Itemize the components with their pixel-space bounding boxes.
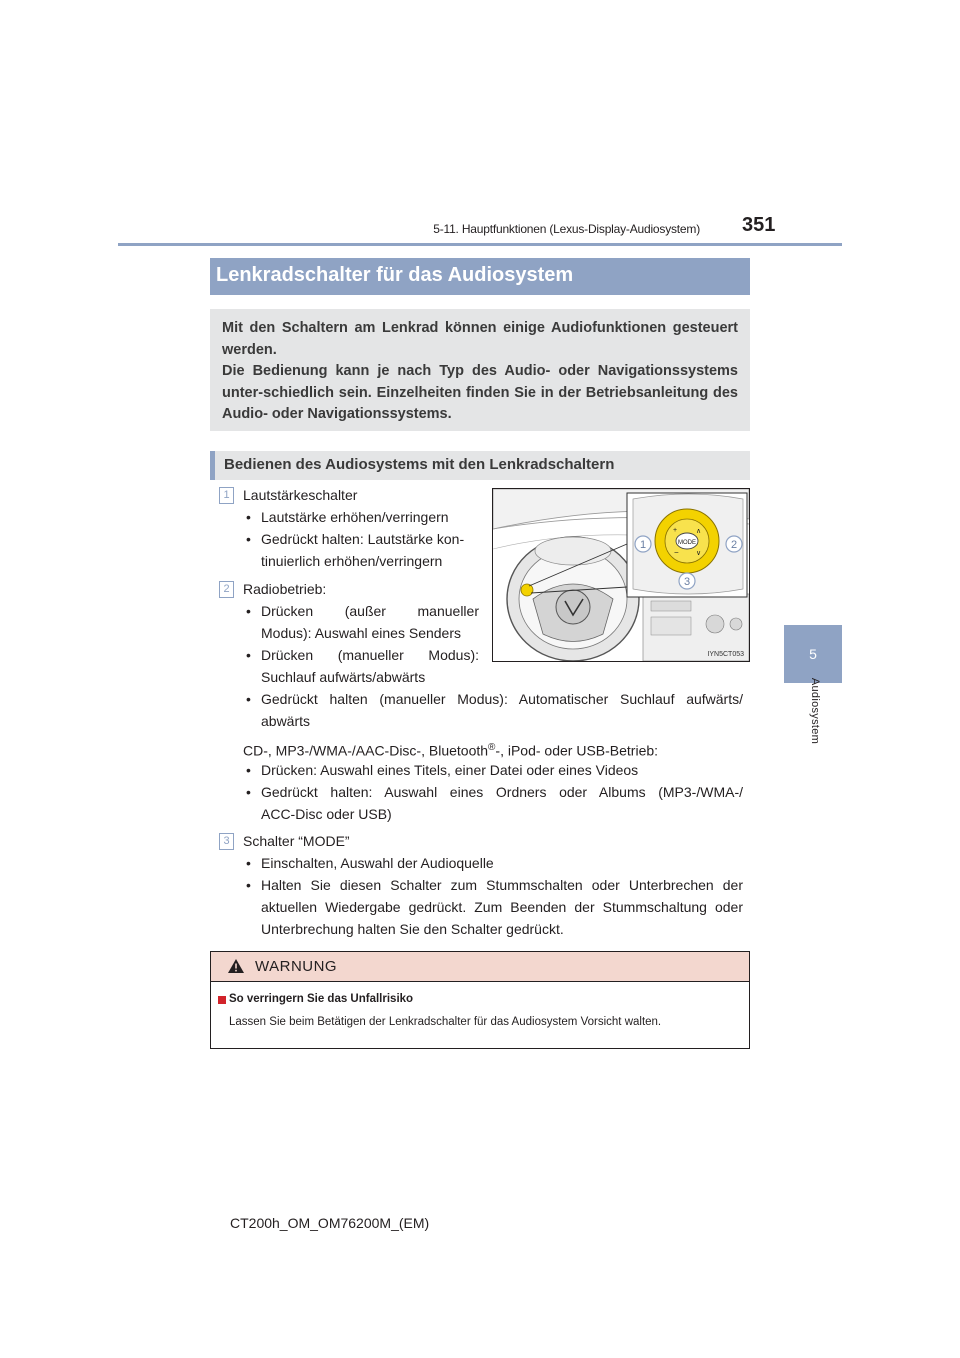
warning-text: Lassen Sie beim Betätigen der Lenkradschalter für das Audiosystem Vorsicht walten. [229, 1016, 662, 1028]
mode-button-label: MODE [678, 540, 696, 546]
item-1-bullet-2: Gedrückt halten: Lautstärke kon- [261, 531, 465, 547]
bullet-dot: • [246, 647, 251, 663]
item-1-title: Lautstärkeschalter [243, 487, 358, 503]
bullet-dot: • [246, 509, 251, 525]
intro-line-2: Die Bedienung kann je nach Typ des Audio- oder Navigationssystems unter-schiedlich sein. Einzelheiten finden Sie in der Betriebsanleitung des Audio- oder Navigationssystems. [222, 363, 738, 422]
svg-text:∨: ∨ [696, 550, 702, 557]
page-number: 351 [742, 214, 776, 236]
bullet-dot: • [246, 531, 251, 547]
cd-mode-title-b: -, iPod- oder USB-Betrieb: [495, 742, 659, 759]
item-1-bullet-2-cont: tinuierlich erhöhen/verringern [261, 553, 443, 569]
subheading-bar [210, 451, 750, 480]
item-2-bullet-1-cont: Modus): Auswahl eines Senders [261, 625, 461, 641]
cd-mode-title [243, 737, 658, 762]
callout-1: 1 [639, 539, 647, 551]
item-2-title: Radiobetrieb: [243, 581, 327, 597]
svg-text:−: − [674, 548, 679, 557]
section-header: 5-11. Hauptfunktionen (Lexus-Display-Audiosystem) [433, 222, 700, 236]
warning-box [210, 951, 750, 1049]
steering-wheel-figure [492, 488, 750, 662]
item-3-bullet-1: Einschalten, Auswahl der Audioquelle [261, 855, 494, 871]
bullet-dot: • [246, 691, 251, 707]
cd-mode-title-a: CD-, MP3-/WMA-/AAC-Disc-, Bluetooth [243, 742, 489, 759]
title-bar [210, 258, 750, 295]
document-code: CT200h_OM_OM76200M_(EM) [230, 1215, 430, 1231]
chapter-tab[interactable]: 5 [784, 625, 842, 683]
bullet-dot: • [246, 784, 251, 800]
bullet-dot: • [246, 855, 251, 871]
warning-heading: So verringern Sie das Unfallrisiko [229, 993, 414, 1005]
intro-box [210, 309, 750, 431]
item-3-bullet-2-end: Unterbrechung halten Sie den Schalter gedrückt. [261, 921, 564, 937]
item-2-bullet-2-cont: Suchlauf aufwärts/abwärts [261, 669, 426, 685]
warning-bullet-square [218, 996, 226, 1004]
item-marker-1: 1 [219, 487, 234, 504]
item-marker-2: 2 [219, 581, 234, 598]
svg-text:+: + [673, 527, 678, 534]
cd-bullet-2-cont: ACC-Disc oder USB) [261, 806, 392, 822]
item-1-bullet-1: Lautstärke erhöhen/verringern [261, 509, 449, 525]
item-2-bullet-2: Drücken (manueller Modus): [261, 647, 479, 663]
intro-line-1: Mit den Schaltern am Lenkrad können einige Audiofunktionen gesteuert werden. [222, 320, 738, 358]
item-marker-3: 3 [219, 833, 234, 850]
item-2-bullet-3: Gedrückt halten (manueller Modus): Automatischer Suchlauf aufwärts/ [261, 691, 743, 707]
cd-bullet-2: Gedrückt halten: Auswahl eines Ordners oder Albums (MP3-/WMA-/ [261, 784, 743, 800]
page-title: Lenkradschalter für das Audiosystem [216, 264, 574, 286]
callout-2: 2 [730, 539, 738, 551]
warning-title: WARNUNG [255, 958, 338, 975]
bullet-dot: • [246, 603, 251, 619]
item-2-bullet-1: Drücken (außer manueller [261, 603, 479, 619]
callout-3: 3 [683, 576, 691, 588]
warning-header [211, 952, 749, 982]
item-3-bullet-2-cont: aktuellen Wiedergabe gedrückt. Zum Beenden der Stummschaltung oder [261, 899, 743, 915]
steering-wheel-illustration [493, 489, 749, 661]
item-3-bullet-2: Halten Sie diesen Schalter zum Stummschalten oder Unterbrechen der [261, 877, 743, 893]
bullet-dot: • [246, 877, 251, 893]
registered-mark: ® [488, 742, 496, 753]
item-2-bullet-3-cont: abwärts [261, 713, 311, 729]
subheading: Bedienen des Audiosystems mit den Lenkradschaltern [224, 456, 615, 473]
figure-code: IYN5CT053 [707, 651, 744, 658]
item-3-title: Schalter “MODE” [243, 833, 350, 849]
chapter-label: Audiosystem [809, 677, 821, 745]
cd-bullet-1: Drücken: Auswahl eines Titels, einer Datei oder eines Videos [261, 762, 639, 778]
header-rule [118, 243, 842, 246]
warning-triangle-icon [227, 958, 245, 974]
bullet-dot: • [246, 762, 251, 778]
svg-text:∧: ∧ [696, 528, 702, 535]
